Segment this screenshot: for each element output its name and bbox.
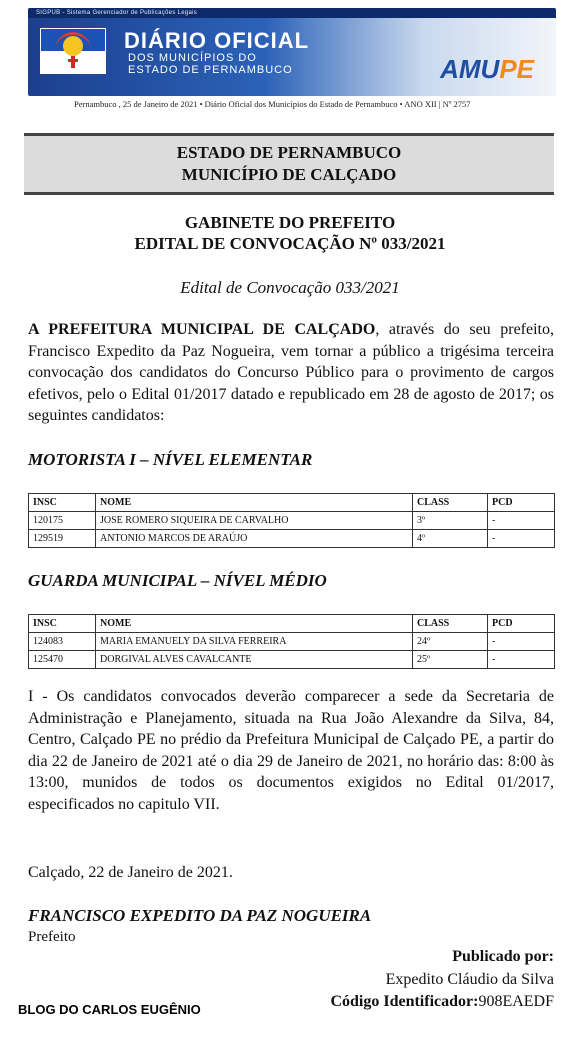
cell-nome: JOSE ROMERO SIQUEIRA DE CARVALHO [96, 512, 413, 530]
amupe-logo-part2: PE [499, 54, 534, 84]
banner-subtitle-2: ESTADO DE PERNAMBUCO [128, 64, 293, 76]
col-header-nome: NOME [96, 494, 413, 512]
banner-title: DIÁRIO OFICIAL [124, 28, 310, 53]
table-header-row [29, 494, 555, 512]
convocation-clause: I - Os candidatos convocados deverão comparecer a sede da Secretaria de Administração e Planejamento, situada na Rua João Alexandre da Silva, 84, Centro, Calçado PE no prédio da Prefeitura Municipal de Calçado PE, a partir do dia 22 de Janeiro de 2021 até o dia 29 de Janeiro de 2021, no horário das: 8:00 às 13:00, munidos de todos os documentos exigidos no Edital 01/2017, especificados no capitulo VII. [28, 688, 554, 813]
published-by-label: Publicado por: [452, 948, 554, 965]
amupe-logo [440, 54, 534, 85]
cell-class: 24º [413, 633, 488, 651]
col-header-class: CLASS [413, 494, 488, 512]
identifier-code [330, 993, 554, 1011]
published-by-name: Expedito Cláudio da Silva [385, 971, 554, 988]
state-name: ESTADO DE PERNAMBUCO [176, 143, 402, 162]
cell-pcd: - [488, 651, 555, 669]
pernambuco-flag-icon [40, 28, 106, 74]
cell-pcd: - [488, 633, 555, 651]
cell-class: 3º [413, 512, 488, 530]
col-header-insc: INSC [29, 494, 96, 512]
cell-class: 25º [413, 651, 488, 669]
cell-class: 4º [413, 530, 488, 548]
date-line: Calçado, 22 de Janeiro de 2021. [28, 864, 233, 881]
section-title-guarda: GUARDA MUNICIPAL – NÍVEL MÉDIO [28, 571, 327, 590]
col-header-pcd: PCD [488, 494, 555, 512]
cell-pcd: - [488, 512, 555, 530]
blog-watermark: BLOG DO CARLOS EUGÊNIO [18, 1002, 201, 1017]
signatory-name: FRANCISCO EXPEDITO DA PAZ NOGUEIRA [28, 906, 372, 925]
cell-insc: 120175 [29, 512, 96, 530]
diario-oficial-banner [28, 8, 556, 96]
intro-bold: A PREFEITURA MUNICIPAL DE CALÇADO [28, 321, 376, 338]
edital-subtitle: Edital de Convocação 033/2021 [180, 278, 400, 297]
section-title-motorista: MOTORISTA I – NÍVEL ELEMENTAR [28, 450, 313, 469]
edital-title: EDITAL DE CONVOCAÇÃO Nº 033/2021 [134, 234, 446, 253]
intro-text: , através do seu prefeito, Francisco Expedito da Paz Nogueira, vem tornar a público a trigésima terceira convocação dos candidatos do Concurso Público para o provimento de cargos efetivos, pelo o Edital 01/2017 datado e republicado em 28 de agosto de 2017; os seguintes candidatos: [28, 321, 554, 424]
table-row [29, 530, 555, 548]
candidates-table-guarda [28, 614, 555, 669]
identifier-label: Código Identificador: [330, 993, 479, 1010]
signatory-role: Prefeito [28, 929, 76, 945]
amupe-logo-part1: AMU [440, 54, 500, 84]
cell-nome: DORGIVAL ALVES CAVALCANTE [96, 651, 413, 669]
col-header-insc: INSC [29, 615, 96, 633]
candidates-table-motorista [28, 493, 555, 548]
col-header-nome: NOME [96, 615, 413, 633]
publication-meta-line: Pernambuco , 25 de Janeiro de 2021 • Diário Oficial dos Municípios do Estado de Pernambuco • ANO XII | Nº 2757 [74, 99, 471, 109]
municipality-name: MUNICÍPIO DE CALÇADO [181, 165, 397, 184]
table-row [29, 512, 555, 530]
cell-pcd: - [488, 530, 555, 548]
table-row [29, 633, 555, 651]
banner-top-strip: SIGPUB - Sistema Gerenciador de Publicações Legais [28, 8, 556, 18]
table-header-row [29, 615, 555, 633]
col-header-class: CLASS [413, 615, 488, 633]
gabinete-heading: GABINETE DO PREFEITO [184, 213, 396, 232]
cell-nome: ANTONIO MARCOS DE ARAÚJO [96, 530, 413, 548]
banner-subtitle-1: DOS MUNICÍPIOS DO [128, 52, 257, 64]
intro-paragraph [28, 319, 554, 427]
identifier-value: 908EAEDF [478, 993, 554, 1010]
table-row [29, 651, 555, 669]
cell-insc: 125470 [29, 651, 96, 669]
cell-insc: 129519 [29, 530, 96, 548]
cell-nome: MARIA EMANUELY DA SILVA FERREIRA [96, 633, 413, 651]
col-header-pcd: PCD [488, 615, 555, 633]
state-header-box [24, 133, 554, 195]
cell-insc: 124083 [29, 633, 96, 651]
